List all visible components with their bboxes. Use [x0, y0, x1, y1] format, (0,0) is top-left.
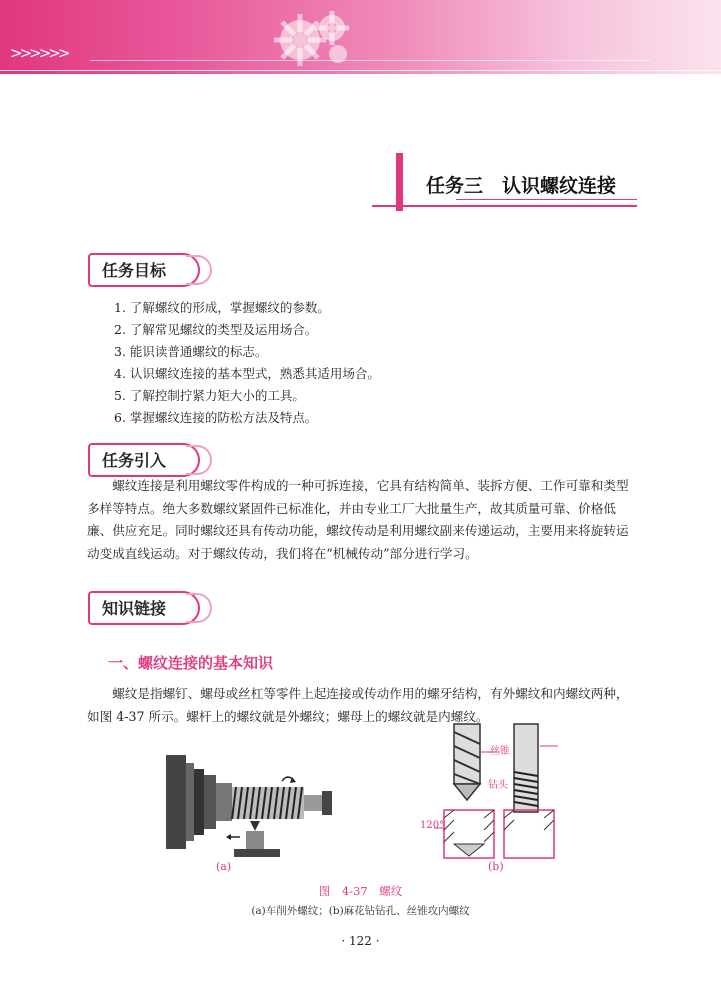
list-item: 5. 了解控制拧紧力矩大小的工具。: [114, 388, 305, 403]
section-tab-knowledge: [88, 591, 216, 625]
figure-label-a: (a): [216, 860, 232, 873]
gears-icon: [260, 6, 360, 70]
list-item: 1. 了解螺纹的形成，掌握螺纹的参数。: [114, 300, 330, 315]
list-item: 4. 认识螺纹连接的基本型式，熟悉其适用场合。: [114, 366, 380, 381]
section-label: 知识链接: [102, 599, 167, 618]
figure-subcaption: (a)车削外螺纹；(b)麻花钻钻孔、丝锥攻内螺纹: [251, 905, 470, 917]
list-item: 2. 了解常见螺纹的类型及运用场合。: [114, 322, 318, 337]
tap-label: 丝锥: [490, 746, 510, 757]
drill-label: 钻头: [488, 780, 508, 791]
angle-label: 120°: [420, 820, 445, 831]
knowledge-paragraph: 螺纹是指螺钉、螺母或丝杠等零件上起连接或传动作用的螺牙结构，有外螺纹和内螺纹两种，如图 4-37 所示。螺杆上的螺纹就是外螺纹；螺母上的螺纹就是内螺纹。: [87, 686, 629, 724]
sub-heading: 一、螺纹连接的基本知识: [108, 654, 274, 672]
page-title: 任务三 认识螺纹连接: [426, 175, 617, 197]
goal-list: [114, 297, 380, 429]
task-title-box: [396, 153, 641, 213]
figure-label-b: (b): [488, 860, 504, 873]
title-underline: [456, 199, 637, 200]
figure-caption: 图 4-37 螺纹: [318, 884, 403, 898]
header-rule: [90, 60, 650, 61]
tab-arc: [186, 445, 212, 475]
intro-paragraph: 螺纹连接是利用螺纹零件构成的一种可拆连接，它具有结构简单、装拆方便、工作可靠和类型多样等特点。绝大多数螺纹紧固件已标准化，并由专业工厂大批量生产，故其质量可靠、价格低廉、供应充足。同时螺纹还具有传动功能，螺纹传动是利用螺纹副来传递运动，主要用来将旋转运动变成直线运动。对于螺纹传动，我们将在“机械传动”部分进行学习。: [87, 478, 629, 561]
list-item: 3. 能识读普通螺纹的标志。: [114, 344, 268, 359]
section-label: 任务引入: [102, 451, 167, 470]
section-label: 任务目标: [102, 261, 167, 280]
header-rule: [0, 70, 721, 71]
header-band: [0, 0, 721, 74]
section-tab-goals: [88, 253, 216, 287]
tab-arc: [186, 593, 212, 623]
chevrons-icon: >>>>>>: [10, 44, 68, 62]
lathe-thread-illustration: [164, 745, 334, 865]
section-tab-intro: [88, 443, 216, 477]
tab-arc: [186, 255, 212, 285]
title-accent-bar: [396, 153, 403, 211]
list-item: 6. 掌握螺纹连接的防松方法及特点。: [114, 410, 318, 425]
title-underline: [372, 205, 637, 207]
page-number: · 122 ·: [341, 934, 380, 948]
